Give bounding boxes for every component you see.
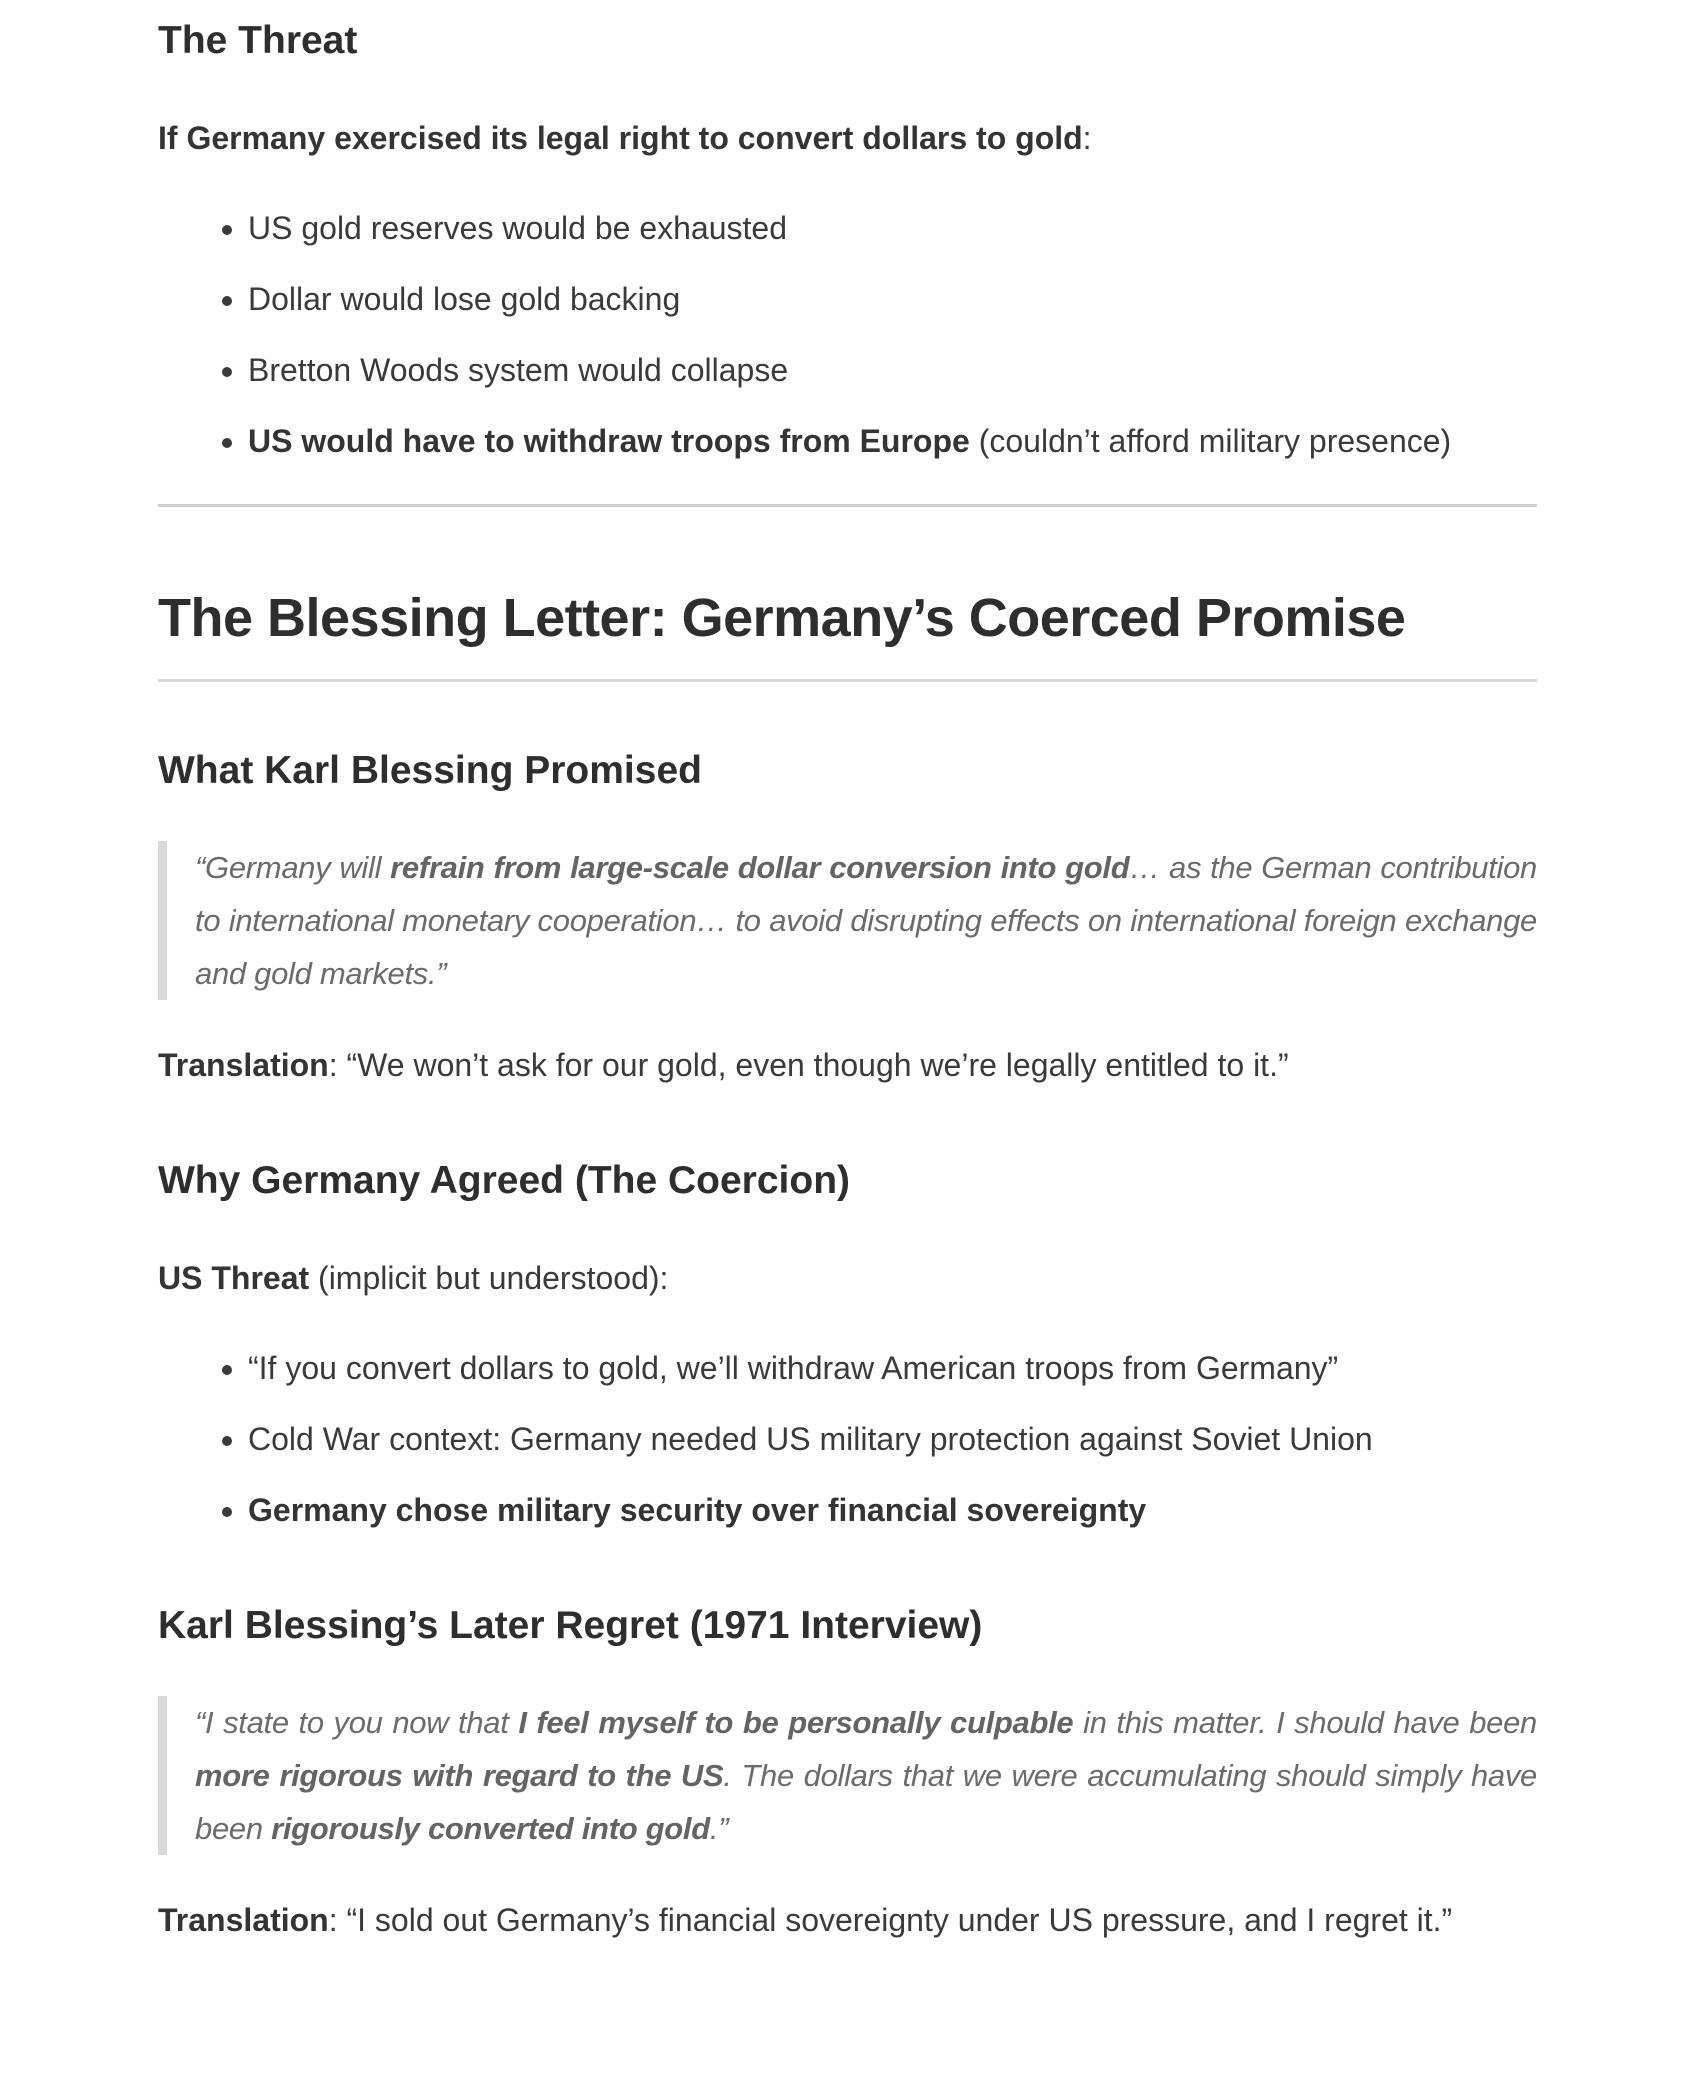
quote-text: “Germany will [195,850,391,885]
regret-quote-block [158,1696,1537,1855]
list-item: • Dollar would lose gold backing [248,272,1537,326]
translation-paragraph [158,1038,1537,1092]
quote-text: in this matter. I should have been [1073,1705,1538,1740]
quote-bold-text: refrain from large-scale dollar conversion into gold [390,850,1130,885]
us-threat-regular-text: (implicit but understood): [309,1260,669,1296]
threat-intro-paragraph [158,111,1537,165]
quote-text: .” [709,1811,729,1846]
list-item: • US gold reserves would be exhausted [248,201,1537,255]
translation-paragraph [158,1893,1537,1947]
coercion-list [158,1341,1537,1537]
threat-intro-bold-text: If Germany exercised its legal right to convert dollars to gold [158,120,1083,156]
quote-paragraph [195,841,1537,1000]
list-item-bold-text: Germany chose military security over financial sovereignty [248,1492,1147,1528]
threat-consequences-list [158,201,1537,468]
quote-text: . The dollars that we were accumulating should simply have been [195,1758,1537,1846]
us-threat-bold-text: US Threat [158,1260,310,1296]
list-item: • Bretton Woods system would collapse [248,343,1537,397]
quote-bold-text: more rigorous with regard to the US [195,1758,724,1793]
section-heading-later-regret: Karl Blessing’s Later Regret (1971 Interview) [158,1604,983,1647]
us-threat-lead-paragraph [158,1251,1537,1305]
translation-text: : “I sold out Germany’s financial sovereignty under US pressure, and I regret it.” [328,1902,1453,1938]
section-heading-why-agreed: Why Germany Agreed (The Coercion) [158,1159,851,1202]
section-heading-what-promised: What Karl Blessing Promised [158,749,702,792]
list-item-bold-text: US would have to withdraw troops from Europe [248,423,970,459]
translation-text: : “We won’t ask for our gold, even though we’re legally entitled to it.” [328,1047,1289,1083]
list-item: • Cold War context: Germany needed US military protection against Soviet Union [248,1412,1537,1466]
list-item [248,414,1537,468]
quote-paragraph [195,1696,1537,1855]
threat-intro-colon: : [1082,120,1092,156]
quote-text: “I state to you now that [195,1705,519,1740]
section-divider [158,504,1537,507]
article-title-blessing-letter: The Blessing Letter: Germany’s Coerced Promise [158,582,1537,682]
list-item-regular-text: (couldn’t afford military presence) [969,423,1452,459]
section-heading-the-threat: The Threat [158,19,358,62]
blessing-quote-block [158,841,1537,1000]
translation-label: Translation [158,1047,329,1083]
quote-bold-text: I feel myself to be personally culpable [518,1705,1074,1740]
translation-label: Translation [158,1902,329,1938]
list-item: • “If you convert dollars to gold, we’ll withdraw American troops from Germany” [248,1341,1537,1395]
quote-text: … as the German contribution to international monetary cooperation… to avoid disrupting effects on international foreign exchange and gold markets.” [195,850,1537,991]
list-item [248,1483,1537,1537]
quote-bold-text: rigorously converted into gold [271,1811,710,1846]
